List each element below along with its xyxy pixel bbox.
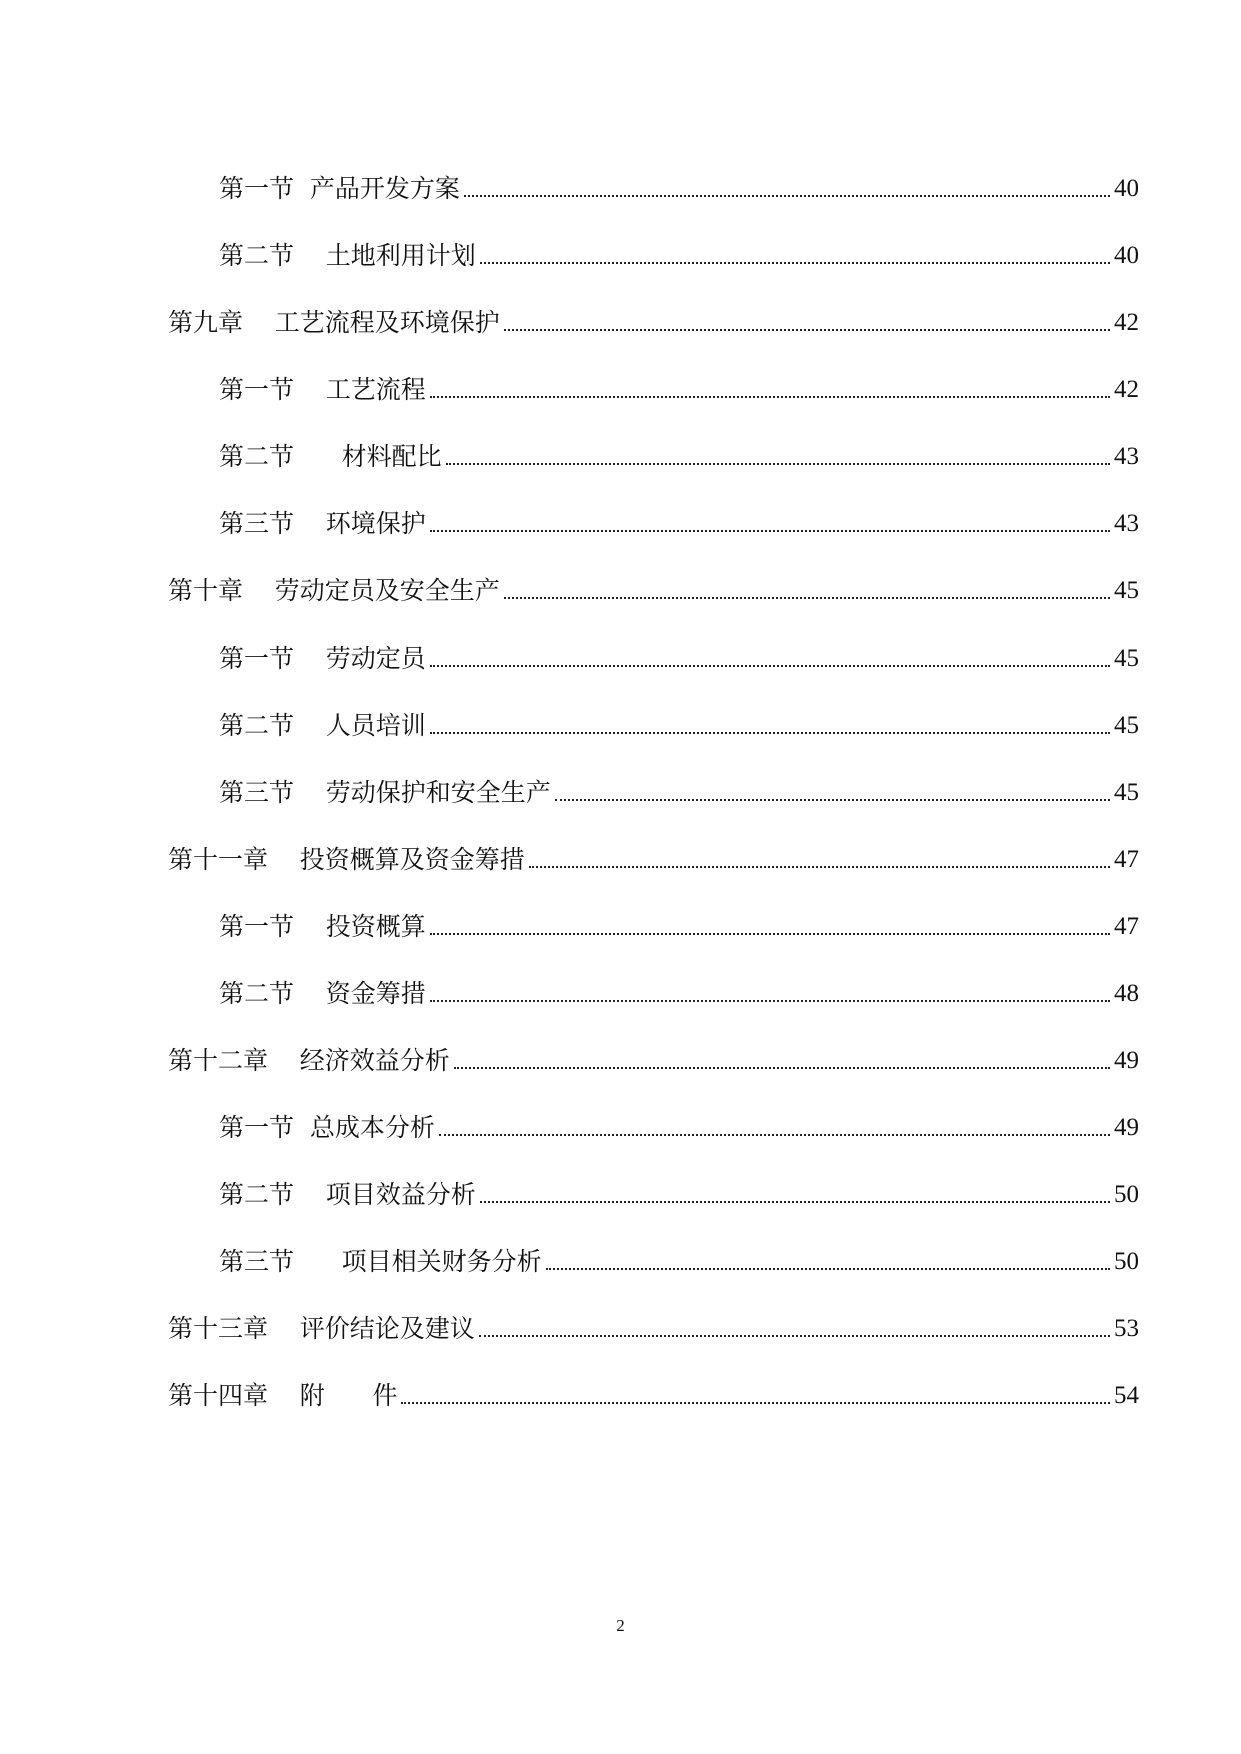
toc-entry-page: 47 xyxy=(1114,913,1139,940)
toc-entry-label: 第二节 土地利用计划 xyxy=(219,241,476,270)
toc-entry-page: 45 xyxy=(1114,779,1139,806)
toc-entry[interactable] xyxy=(219,1237,1139,1277)
toc-entry[interactable] xyxy=(219,164,1139,204)
toc-entry-label: 第三节 劳动保护和安全生产 xyxy=(219,778,551,807)
toc-chapter-entry[interactable] xyxy=(168,566,1139,606)
toc-entry-label: 第二节 资金筹措 xyxy=(219,979,426,1008)
toc-entry-label: 第一节 劳动定员 xyxy=(219,644,426,673)
toc-entry[interactable] xyxy=(219,634,1139,674)
toc-entry-page: 47 xyxy=(1114,846,1139,873)
toc-entry-label: 第三节 环境保护 xyxy=(219,509,426,538)
toc-dot-leader xyxy=(529,865,1110,868)
toc-entry-label: 第三节 项目相关财务分析 xyxy=(219,1247,542,1276)
toc-chapter-entry[interactable] xyxy=(168,1371,1139,1411)
toc-entry-page: 45 xyxy=(1114,645,1139,672)
toc-dot-leader xyxy=(430,731,1110,734)
toc-entry-page: 49 xyxy=(1114,1047,1139,1074)
toc-dot-leader xyxy=(555,798,1110,801)
toc-entry-label: 第十章 劳动定员及安全生产 xyxy=(168,576,500,605)
toc-entry-page: 42 xyxy=(1114,309,1139,336)
toc-entry-page: 50 xyxy=(1114,1248,1139,1275)
toc-entry-page: 45 xyxy=(1114,577,1139,604)
toc-entry-label: 第十一章 投资概算及资金筹措 xyxy=(168,845,525,874)
toc-chapter-entry[interactable] xyxy=(168,298,1139,338)
toc-chapter-entry[interactable] xyxy=(168,1304,1139,1344)
toc-dot-leader xyxy=(439,1133,1110,1136)
toc-dot-leader xyxy=(479,1334,1110,1337)
toc-entry-page: 40 xyxy=(1114,242,1139,269)
toc-entry[interactable] xyxy=(219,1170,1139,1210)
toc-entry-page: 43 xyxy=(1114,443,1139,470)
toc-dot-leader xyxy=(430,932,1110,935)
toc-entry-page: 53 xyxy=(1114,1315,1139,1342)
toc-dot-leader xyxy=(480,1200,1110,1203)
toc-dot-leader xyxy=(546,1267,1110,1270)
toc-entry-page: 54 xyxy=(1114,1382,1139,1409)
toc-entry-label: 第二节 材料配比 xyxy=(219,442,442,471)
toc-dot-leader xyxy=(480,261,1110,264)
toc-entry[interactable] xyxy=(219,969,1139,1009)
toc-entry[interactable] xyxy=(219,701,1139,741)
toc-dot-leader xyxy=(446,462,1110,465)
toc-dot-leader xyxy=(401,1401,1110,1404)
toc-entry-page: 48 xyxy=(1114,980,1139,1007)
toc-dot-leader xyxy=(430,395,1110,398)
toc-entry-label: 第一节 工艺流程 xyxy=(219,375,426,404)
toc-entry-label: 第一节 产品开发方案 xyxy=(219,174,460,203)
toc-entry[interactable] xyxy=(219,365,1139,405)
toc-dot-leader xyxy=(504,328,1110,331)
toc-entry-label: 第十三章 评价结论及建议 xyxy=(168,1314,475,1343)
toc-entry-label: 第一节 投资概算 xyxy=(219,912,426,941)
toc-dot-leader xyxy=(430,529,1110,532)
page-number: 2 xyxy=(616,1616,625,1635)
toc-entry[interactable] xyxy=(219,902,1139,942)
toc-entry-page: 50 xyxy=(1114,1181,1139,1208)
toc-dot-leader xyxy=(454,1066,1110,1069)
toc-entry-label: 第二节 项目效益分析 xyxy=(219,1180,476,1209)
toc-chapter-entry[interactable] xyxy=(168,1036,1139,1076)
toc-entry-page: 40 xyxy=(1114,175,1139,202)
toc-entry[interactable] xyxy=(219,231,1139,271)
toc-entry[interactable] xyxy=(219,768,1139,808)
toc-entry[interactable] xyxy=(219,1103,1139,1143)
toc-dot-leader xyxy=(504,596,1110,599)
toc-dot-leader xyxy=(464,194,1110,197)
toc-entry-page: 42 xyxy=(1114,376,1139,403)
toc-dot-leader xyxy=(430,999,1110,1002)
toc-entry[interactable] xyxy=(219,432,1139,472)
toc-entry-label: 第一节 总成本分析 xyxy=(219,1113,435,1142)
toc-dot-leader xyxy=(430,664,1110,667)
toc-entry-label: 第十二章 经济效益分析 xyxy=(168,1046,450,1075)
toc-entry-page: 49 xyxy=(1114,1114,1139,1141)
toc-entry[interactable] xyxy=(219,499,1139,539)
toc-entry-label: 第九章 工艺流程及环境保护 xyxy=(168,308,500,337)
toc-chapter-entry[interactable] xyxy=(168,835,1139,875)
toc-entry-page: 43 xyxy=(1114,510,1139,537)
toc-entry-page: 45 xyxy=(1114,712,1139,739)
toc-entry-label: 第十四章 附 件 xyxy=(168,1381,398,1410)
toc-entry-label: 第二节 人员培训 xyxy=(219,711,426,740)
